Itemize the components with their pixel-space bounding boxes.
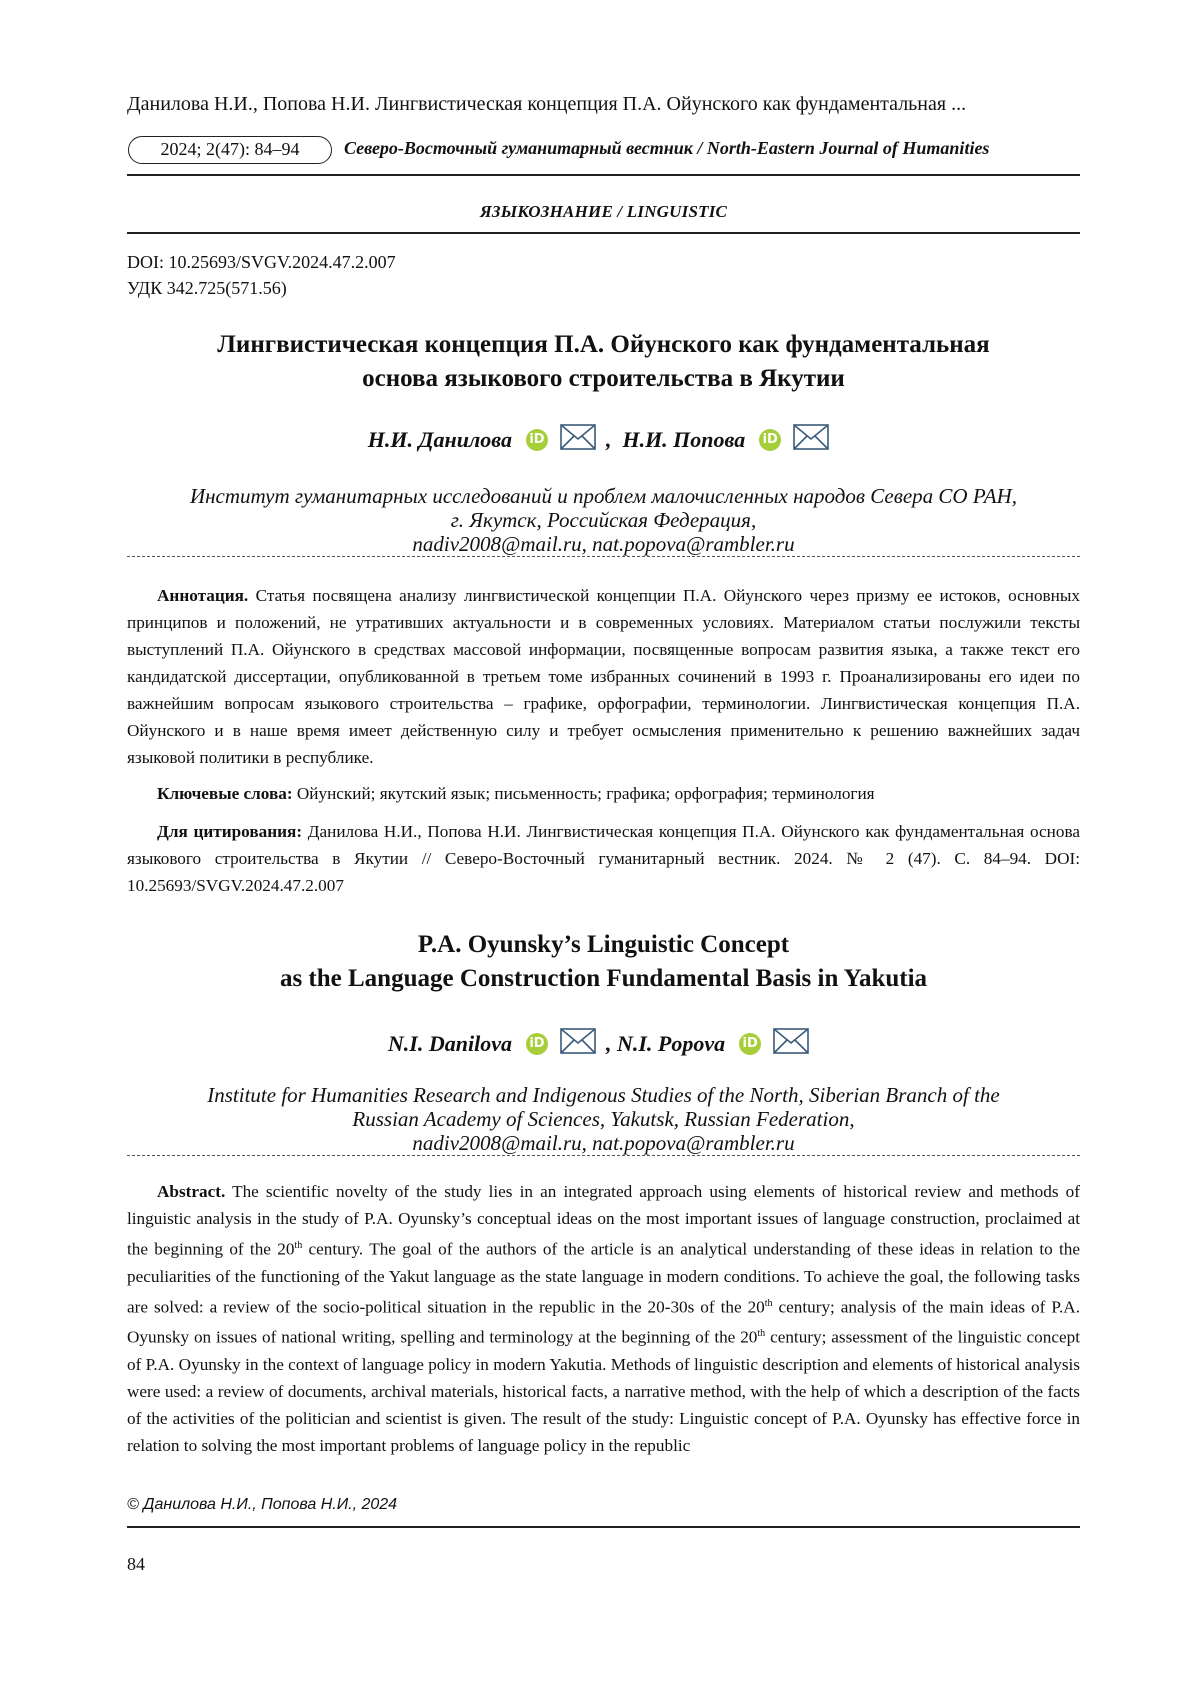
- mail-icon[interactable]: [560, 1028, 596, 1060]
- footer-rule: [127, 1526, 1080, 1528]
- copyright: © Данилова Н.И., Попова Н.И., 2024: [127, 1496, 398, 1513]
- superscript-th: th: [757, 1328, 766, 1340]
- issue-badge: 2024; 2(47): 84–94: [128, 136, 332, 164]
- ru-author-2[interactable]: Н.И. Попова: [622, 427, 746, 452]
- en-affil-line2: Russian Academy of Sciences, Yakutsk, Russian Federation,: [352, 1107, 855, 1131]
- ru-title-line1: Лингвистическая концепция П.А. Ойунского как фундаментальная: [217, 331, 990, 358]
- ru-affil-divider: [127, 556, 1080, 557]
- author-separator: ,: [605, 1031, 612, 1056]
- ru-title-line2: основа языкового строительства в Якутии: [362, 365, 845, 392]
- ru-citation: [127, 818, 1080, 899]
- ru-affil-line2: г. Якутск, Российская Федерация,: [450, 508, 757, 532]
- ru-emails[interactable]: nadiv2008@mail.ru, nat.popova@rambler.ru: [412, 532, 795, 556]
- ru-authors: [127, 424, 1080, 456]
- superscript-th: th: [294, 1240, 303, 1251]
- header-rule: [127, 174, 1080, 176]
- ru-title: [127, 328, 1080, 396]
- mail-icon[interactable]: [793, 424, 829, 456]
- en-abstract-part3: century; analysis of the main ideas of P.A. Oyunsky on issues of national writing, spelling and terminology at the beginning of the 20: [127, 1297, 1080, 1348]
- orcid-icon[interactable]: iD: [526, 1033, 548, 1055]
- en-affil-divider: [127, 1155, 1080, 1156]
- ru-abstract: [127, 582, 1080, 771]
- en-abstract-part1: The scientific novelty of the study lies in an integrated approach using elements of historical review and methods of linguistic analysis in the study of P.A. Oyunsky’s conceptual ideas on the most important issues of language construction, proclaimed at the beginning of the 20: [127, 1182, 1080, 1259]
- orcid-icon[interactable]: iD: [739, 1033, 761, 1055]
- running-title: Данилова Н.И., Попова Н.И. Лингвистическая концепция П.А. Ойунского как фундаментальная ...: [127, 93, 967, 115]
- en-abstract-label: Abstract.: [157, 1182, 226, 1201]
- ru-author-1[interactable]: Н.И. Данилова: [367, 427, 512, 452]
- ru-abstract-label: Аннотация.: [157, 586, 249, 605]
- en-abstract-part2: century. The goal of the authors of the article is an analytical understanding of these ideas in relation to the peculiarities of the functioning of the Yakut language as the state language in modern conditions. To achieve the goal, the following tasks are solved: a review of the socio-political situation in the republic in the 20-30s of the 20: [127, 1239, 1080, 1317]
- mail-icon[interactable]: [560, 424, 596, 456]
- en-abstract-part4: century; assessment of the linguistic concept of P.A. Oyunsky in the context of language policy in modern Yakutia. Methods of linguistic description and elements of historical analysis were used: a review of documents, archival materials, historical facts, a narrative method, with the help of which a description of the facts of the activities of the politician and scientist is given. The result of the study: Linguistic concept of P.A. Oyunsky has effective force in relation to solving the most important problems of language policy in the republic: [127, 1328, 1080, 1456]
- en-author-1[interactable]: N.I. Danilova: [387, 1031, 512, 1056]
- page-number: 84: [127, 1554, 145, 1574]
- ru-affil-line1: Институт гуманитарных исследований и проблем малочисленных народов Севера СО РАН,: [189, 484, 1018, 508]
- ru-keywords: [127, 780, 1080, 807]
- ru-citation-text: Данилова Н.И., Попова Н.И. Лингвистическая концепция П.А. Ойунского как фундаментальная основа языкового строительства в Якутии // Северо-Восточный гуманитарный вестник. 2024. № 2 (47). С. 84–94. DOI: 10.25693/SVGV.2024.47.2.007: [127, 822, 1080, 895]
- en-emails[interactable]: nadiv2008@mail.ru, nat.popova@rambler.ru: [412, 1131, 795, 1155]
- en-affiliation: [127, 1083, 1080, 1155]
- en-affil-line1: Institute for Humanities Research and Indigenous Studies of the North, Siberian Branch of the: [207, 1083, 1000, 1107]
- section-heading: ЯЗЫКОЗНАНИЕ / LINGUISTIC: [479, 202, 728, 221]
- ru-abstract-text: Статья посвящена анализу лингвистической концепции П.А. Ойунского через призму ее истоков, основных принципов и положений, не утративших актуальности и в современных условиях. Материалом статьи послужили тексты выступлений П.А. Ойунского в средствах массовой информации, посвященные вопросам развития языка, а также текст его кандидатской диссертации, опубликованной в третьем томе избранных сочинений в 1993 г. Проанализированы его идеи по важнейшим вопросам языкового строительства – графике, орфографии, терминологии. Лингвистическая концепция П.А. Ойунского и в наше время имеет действенную силу и требует осмысления применительно к решению важнейших задач языковой политики в республике.: [127, 586, 1080, 767]
- udk-line: УДК 342.725(571.56): [127, 278, 287, 298]
- en-authors: [127, 1028, 1080, 1060]
- section-rule: [127, 232, 1080, 234]
- doi-line: DOI: 10.25693/SVGV.2024.47.2.007: [127, 252, 396, 272]
- orcid-icon[interactable]: iD: [526, 429, 548, 451]
- en-abstract: [127, 1178, 1080, 1459]
- superscript-th: th: [764, 1297, 773, 1309]
- journal-name: Северо-Восточный гуманитарный вестник / North-Eastern Journal of Humanities: [344, 138, 990, 158]
- ru-keywords-text: Ойунский; якутский язык; письменность; графика; орфография; терминология: [292, 784, 875, 803]
- en-title: [127, 928, 1080, 996]
- ru-citation-label: Для цитирования:: [157, 822, 303, 841]
- ru-keywords-label: Ключевые слова:: [157, 784, 293, 803]
- ru-affiliation: [127, 484, 1080, 556]
- mail-icon[interactable]: [773, 1028, 809, 1060]
- orcid-icon[interactable]: iD: [759, 429, 781, 451]
- en-title-line2: as the Language Construction Fundamental Basis in Yakutia: [279, 965, 928, 992]
- en-title-line1: P.A. Oyunsky’s Linguistic Concept: [417, 931, 790, 958]
- author-separator: ,: [605, 427, 612, 452]
- en-author-2[interactable]: N.I. Popova: [616, 1031, 726, 1056]
